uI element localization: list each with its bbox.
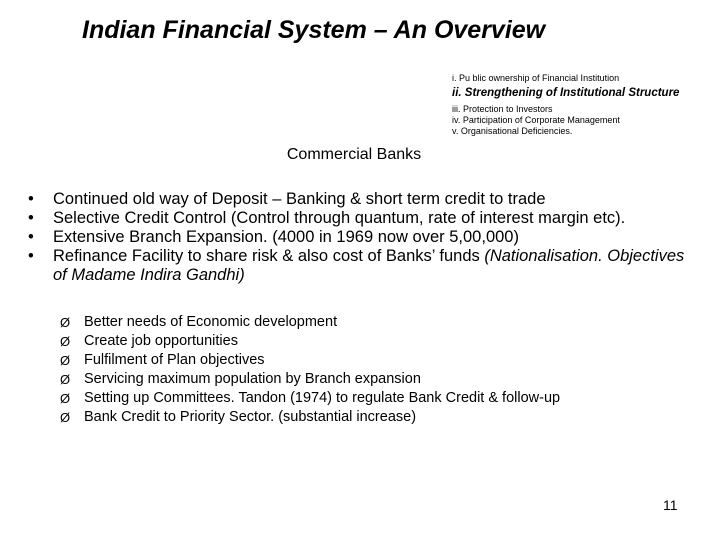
bullet-text-lead: Refinance Facility to share risk & also cost of Banks’ funds	[53, 247, 485, 265]
bullet-item	[28, 228, 698, 247]
bullet-list	[28, 190, 698, 285]
objective-item	[60, 389, 560, 408]
slide-title: Indian Financial System – An Overview	[82, 16, 546, 44]
section-heading: Commercial Banks	[286, 146, 422, 163]
objective-item	[60, 332, 560, 351]
bullet-text: Continued old way of Deposit – Banking & short term credit to trade	[53, 190, 546, 208]
bullet-text: Extensive Branch Expansion. (4000 in 1969 now over 5,00,000)	[53, 228, 519, 246]
arrow-bullet-icon: Ø	[60, 353, 71, 368]
objective-text: Create job opportunities	[84, 333, 238, 349]
bullet-text: Selective Credit Control (Control through quantum, rate of interest margin etc).	[53, 209, 626, 227]
bullet-dot-icon: •	[28, 247, 34, 265]
arrow-bullet-icon: Ø	[60, 410, 71, 425]
bullet-text-italic: (Nationalisation. Objectives of Madame Indira Gandhi)	[53, 247, 685, 284]
bullet-dot-icon: •	[28, 190, 34, 208]
objective-item	[60, 313, 560, 332]
bullet-dot-icon: •	[28, 209, 34, 227]
bullet-dot-icon: •	[28, 228, 34, 246]
objective-item	[60, 370, 560, 389]
arrow-bullet-icon: Ø	[60, 391, 71, 406]
issues-list-item: iii. Protection to Investors	[452, 104, 553, 114]
issues-list-item: v. Organisational Deficiencies.	[452, 126, 573, 136]
bullet-item	[28, 190, 698, 209]
arrow-bullet-icon: Ø	[60, 372, 71, 387]
bullet-text	[53, 247, 698, 285]
arrow-bullet-icon: Ø	[60, 334, 71, 349]
page-number: 11	[663, 497, 678, 513]
objective-text: Better needs of Economic development	[84, 314, 338, 330]
bullet-item	[28, 247, 698, 285]
issues-list-item-highlighted: ii. Strengthening of Institutional Structure	[452, 87, 680, 99]
objectives-list	[60, 313, 560, 427]
objective-text: Setting up Committees. Tandon (1974) to regulate Bank Credit & follow-up	[84, 390, 561, 406]
bullet-item	[28, 209, 698, 228]
objective-text: Fulfilment of Plan objectives	[84, 352, 265, 368]
objective-item	[60, 351, 560, 370]
arrow-bullet-icon: Ø	[60, 315, 71, 330]
objective-text: Servicing maximum population by Branch expansion	[84, 371, 421, 387]
objective-text: Bank Credit to Priority Sector. (substantial increase)	[84, 409, 417, 425]
issues-list	[452, 73, 679, 137]
objective-item	[60, 408, 560, 427]
issues-list-item: i. Pu blic ownership of Financial Institution	[452, 73, 620, 83]
issues-list-item: iv. Participation of Corporate Management	[452, 115, 620, 125]
